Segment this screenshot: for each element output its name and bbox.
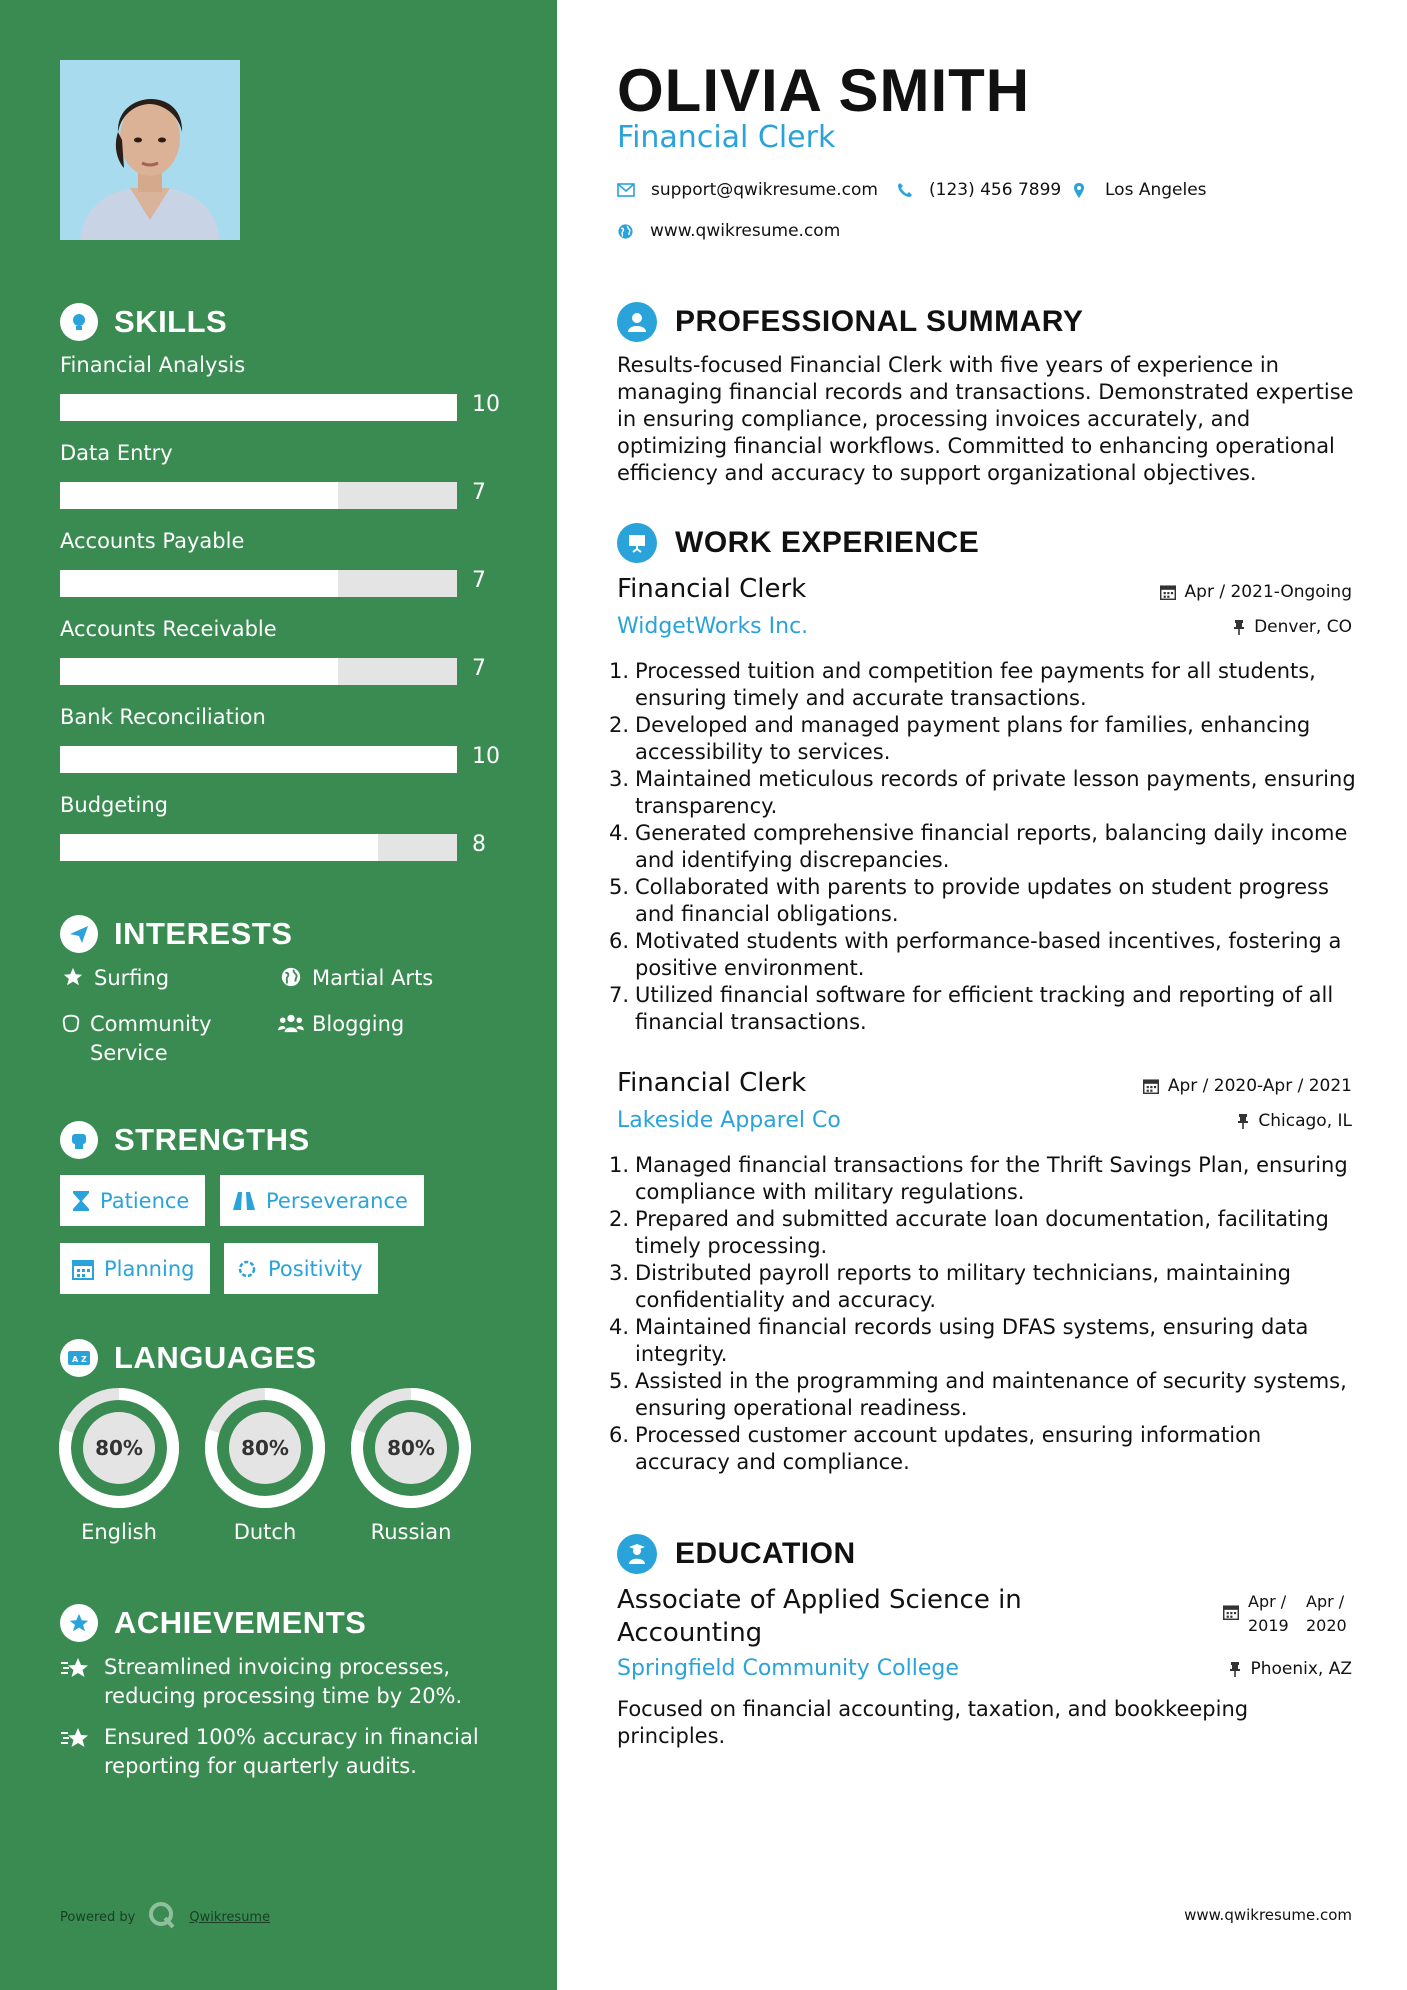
calendar-icon bbox=[1160, 584, 1176, 600]
skill-item bbox=[60, 614, 510, 681]
list-item: 4. Generated comprehensive financial reports, balancing daily income and identifying discrepancies. bbox=[609, 821, 1348, 872]
skill-bar-fill bbox=[60, 482, 338, 509]
list-item: 7. Utilized financial software for efficient tracking and reporting of all financial transactions. bbox=[609, 983, 1334, 1034]
achievement-item: Ensured 100% accuracy in financial reporting for quarterly audits. bbox=[60, 1723, 500, 1781]
skill-value: 8 bbox=[472, 832, 486, 857]
skill-name: Data Entry bbox=[60, 441, 173, 465]
paper-plane-icon bbox=[60, 915, 98, 953]
contact-location: Los Angeles bbox=[1073, 180, 1207, 200]
list-item: 1. Managed financial transactions for the Thrift Savings Plan, ensuring compliance with military regulations. bbox=[609, 1153, 1348, 1204]
summary-heading: PROFESSIONAL SUMMARY bbox=[617, 300, 1083, 344]
sun-icon bbox=[236, 1258, 258, 1280]
list-item: 6. Motivated students with performance-based incentives, fostering a positive environment. bbox=[609, 929, 1342, 980]
skill-bar-fill bbox=[60, 746, 457, 773]
skill-value: 7 bbox=[472, 568, 486, 593]
lightbulb-icon bbox=[60, 303, 98, 341]
sidebar bbox=[0, 0, 557, 1990]
star-badge-icon bbox=[60, 1604, 98, 1642]
users-icon bbox=[278, 1010, 304, 1039]
list-item: 3. Maintained meticulous records of private lesson payments, ensuring transparency. bbox=[609, 767, 1356, 818]
education-heading: EDUCATION bbox=[617, 1532, 856, 1576]
language-percent: 80% bbox=[95, 1436, 143, 1460]
skills-heading: SKILLS bbox=[60, 302, 227, 342]
skill-bar bbox=[60, 482, 457, 509]
footer-website[interactable]: www.qwikresume.com bbox=[1184, 1906, 1352, 1924]
interest-item: Surfing bbox=[60, 964, 169, 993]
pin-icon bbox=[1233, 619, 1245, 635]
skill-name: Accounts Receivable bbox=[60, 617, 277, 641]
job-company: Lakeside Apparel Co bbox=[617, 1108, 841, 1133]
education-description: Focused on financial accounting, taxation, and bookkeeping principles. bbox=[617, 1697, 1249, 1748]
interest-item: Martial Arts bbox=[278, 964, 433, 993]
calendar-icon bbox=[72, 1258, 94, 1280]
globe-icon bbox=[278, 964, 304, 993]
skill-value: 7 bbox=[472, 656, 486, 681]
interest-item: Community Service bbox=[60, 1010, 250, 1068]
list-item: 1. Processed tuition and competition fee payments for all students, ensuring timely and accurate transactions. bbox=[609, 659, 1316, 710]
strength-badge: Planning bbox=[60, 1243, 210, 1294]
qwikresume-link[interactable]: Qwikresume bbox=[189, 1909, 271, 1925]
pin-icon bbox=[1229, 1661, 1241, 1677]
achievements-heading: ACHIEVEMENTS bbox=[60, 1603, 366, 1643]
job-location: Denver, CO bbox=[1233, 617, 1352, 637]
languages-heading: A Z LANGUAGES bbox=[60, 1338, 317, 1378]
job-dates: Apr / 2021-Ongoing bbox=[1160, 582, 1352, 602]
job-duties bbox=[609, 1152, 1357, 1476]
powered-by: Powered by Qwikresume bbox=[60, 1900, 270, 1934]
education-location: Phoenix, AZ bbox=[1229, 1659, 1352, 1679]
shooting-star-icon bbox=[60, 1723, 104, 1781]
skill-item bbox=[60, 790, 510, 857]
education-dates: Apr / 2019 Apr / 2020 bbox=[1223, 1590, 1352, 1638]
shooting-star-icon bbox=[60, 1653, 104, 1711]
job-role: Financial Clerk bbox=[617, 1068, 807, 1098]
skill-value: 10 bbox=[472, 744, 500, 769]
hand-icon bbox=[60, 1010, 82, 1068]
svg-text:Z: Z bbox=[81, 1355, 87, 1364]
candidate-name: OLIVIA SMITH bbox=[617, 57, 1031, 124]
graduate-icon bbox=[617, 1534, 657, 1574]
calendar-icon bbox=[1143, 1078, 1159, 1094]
skill-bar-fill bbox=[60, 658, 338, 685]
strength-badge: Patience bbox=[60, 1175, 205, 1226]
summary-text: Results-focused Financial Clerk with five years of experience in managing financial records and transactions. Demonstrated expertise in ensuring compliance, processing invoices accurately, and optimizing financial workflows. Committed to enhancing operational efficiency and accuracy to support organizational objectives. bbox=[617, 353, 1354, 485]
contact-phone: (123) 456 7899 bbox=[897, 180, 1061, 200]
skill-value: 7 bbox=[472, 480, 486, 505]
svg-text:A: A bbox=[72, 1355, 79, 1364]
interest-item: Blogging bbox=[278, 1010, 404, 1039]
language-percent: 80% bbox=[387, 1436, 435, 1460]
list-item: 3. Distributed payroll reports to military technicians, maintaining confidentiality and accuracy. bbox=[609, 1261, 1291, 1312]
skill-bar bbox=[60, 570, 457, 597]
skill-item bbox=[60, 350, 510, 417]
skill-name: Accounts Payable bbox=[60, 529, 245, 553]
map-pin-icon bbox=[1073, 182, 1085, 199]
skill-item bbox=[60, 526, 510, 593]
user-icon bbox=[617, 302, 657, 342]
phone-icon bbox=[897, 182, 913, 198]
skill-bar-fill bbox=[60, 394, 457, 421]
contact-email: support@qwikresume.com bbox=[617, 180, 878, 200]
calendar-icon bbox=[1223, 1604, 1239, 1620]
skill-bar bbox=[60, 834, 457, 861]
skill-bar bbox=[60, 394, 457, 421]
interests-heading: INTERESTS bbox=[60, 914, 292, 954]
language-item bbox=[57, 1386, 181, 1544]
profile-photo bbox=[60, 60, 240, 240]
skill-name: Financial Analysis bbox=[60, 353, 246, 377]
strengths-heading: STRENGTHS bbox=[60, 1120, 310, 1160]
job-company: WidgetWorks Inc. bbox=[617, 614, 809, 639]
presentation-icon bbox=[617, 523, 657, 563]
language-percent: 80% bbox=[241, 1436, 289, 1460]
road-icon bbox=[232, 1191, 256, 1211]
list-item: 4. Maintained financial records using DFAS systems, ensuring data integrity. bbox=[609, 1315, 1309, 1366]
star-icon bbox=[60, 964, 86, 993]
pin-icon bbox=[1237, 1113, 1249, 1129]
education-degree: Associate of Applied Science in Accounting bbox=[617, 1585, 1022, 1648]
hourglass-icon bbox=[72, 1190, 90, 1212]
language-name: English bbox=[81, 1520, 157, 1544]
list-item: 2. Prepared and submitted accurate loan documentation, facilitating timely processing. bbox=[609, 1207, 1329, 1258]
candidate-title: Financial Clerk bbox=[617, 120, 836, 155]
job-duties bbox=[609, 658, 1357, 1036]
list-item: 2. Developed and managed payment plans for families, enhancing accessibility to services. bbox=[609, 713, 1311, 764]
language-item bbox=[349, 1386, 473, 1544]
strength-badge: Perseverance bbox=[220, 1175, 424, 1226]
skill-name: Budgeting bbox=[60, 793, 169, 817]
skill-item bbox=[60, 702, 510, 769]
list-item: 6. Processed customer account updates, ensuring information accuracy and compliance. bbox=[609, 1423, 1262, 1474]
education-school: Springfield Community College bbox=[617, 1656, 959, 1681]
skill-bar bbox=[60, 746, 457, 773]
globe-icon bbox=[617, 223, 634, 240]
language-item bbox=[203, 1386, 327, 1544]
achievement-item: Streamlined invoicing processes, reducing processing time by 20%. bbox=[60, 1653, 500, 1711]
language-name: Dutch bbox=[233, 1520, 297, 1544]
language-icon bbox=[60, 1339, 98, 1377]
main-content bbox=[557, 0, 1407, 1990]
skill-item bbox=[60, 438, 510, 505]
contact-website: www.qwikresume.com bbox=[617, 221, 840, 241]
job-location: Chicago, IL bbox=[1237, 1111, 1352, 1131]
envelope-icon bbox=[617, 183, 635, 197]
strength-badge: Positivity bbox=[224, 1243, 378, 1294]
job-dates: Apr / 2020-Apr / 2021 bbox=[1143, 1076, 1352, 1096]
qwikresume-logo-icon bbox=[147, 1900, 177, 1934]
list-item: 5. Assisted in the programming and maintenance of security systems, ensuring operational readiness. bbox=[609, 1369, 1347, 1420]
skill-bar bbox=[60, 658, 457, 685]
skill-value: 10 bbox=[472, 392, 500, 417]
skill-bar-fill bbox=[60, 570, 338, 597]
skill-name: Bank Reconciliation bbox=[60, 705, 266, 729]
experience-heading: WORK EXPERIENCE bbox=[617, 521, 979, 565]
fist-icon bbox=[60, 1121, 98, 1159]
job-role: Financial Clerk bbox=[617, 574, 807, 604]
list-item: 5. Collaborated with parents to provide updates on student progress and financial obligations. bbox=[609, 875, 1329, 926]
language-name: Russian bbox=[370, 1520, 452, 1544]
skill-bar-fill bbox=[60, 834, 378, 861]
